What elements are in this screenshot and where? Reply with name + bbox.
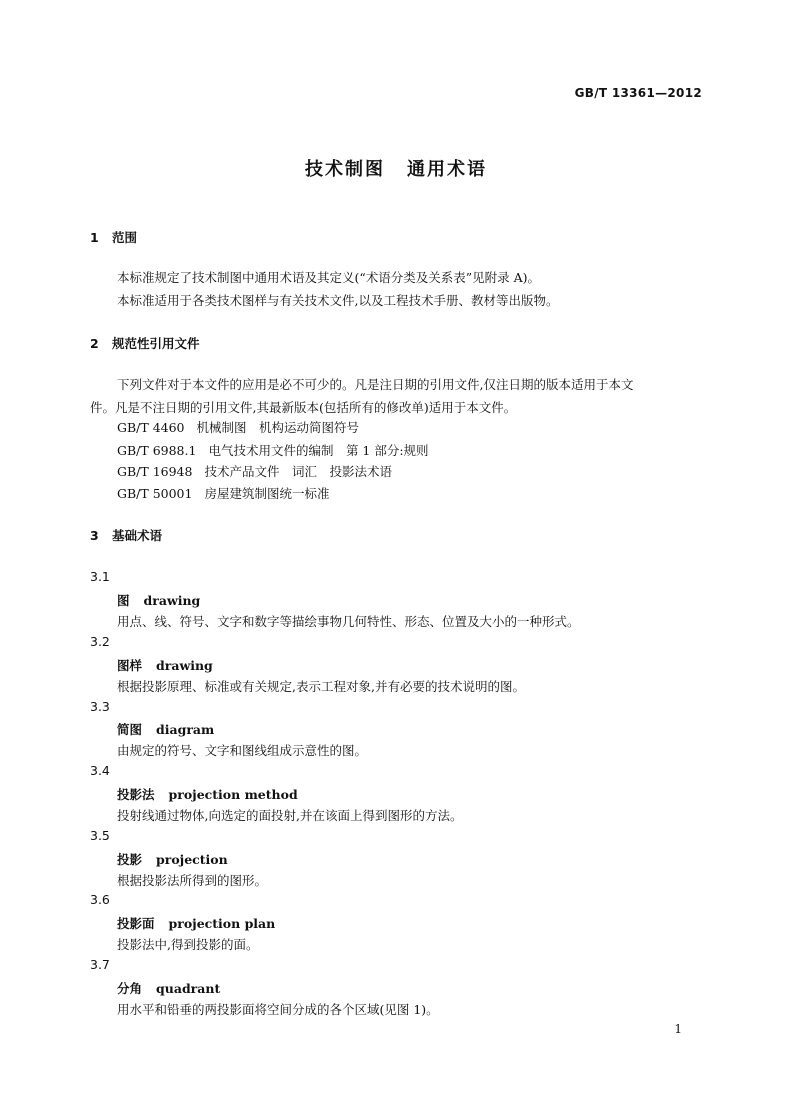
term-chinese: 分角 — [117, 981, 143, 996]
term-english: quadrant — [156, 981, 221, 996]
section-number: 3 — [90, 528, 99, 543]
term-english: drawing — [143, 593, 201, 608]
reference-name: 机械制图 机构运动简图符号 — [196, 420, 360, 435]
term-definition: 根据投影原理、标准或有关规定,表示工程对象,并有必要的技术说明的图。 — [117, 679, 525, 694]
term-name — [117, 914, 275, 932]
term-name — [117, 979, 220, 997]
title-part-2: 通用术语 — [407, 159, 487, 180]
reference-name: 房屋建筑制图统一标准 — [204, 486, 330, 501]
term-english: projection plan — [168, 916, 276, 931]
term-definition: 由规定的符号、文字和图线组成示意性的图。 — [117, 743, 368, 758]
section-title: 规范性引用文件 — [112, 336, 200, 351]
term-chinese: 图样 — [117, 658, 143, 673]
term-name — [117, 850, 228, 868]
reference-item — [117, 462, 392, 480]
term-number: 3.3 — [90, 699, 110, 714]
reference-code: GB/T 50001 — [117, 486, 193, 501]
reference-name: 技术产品文件 词汇 投影法术语 — [204, 464, 392, 479]
term-name — [117, 720, 214, 738]
section-2-heading — [90, 334, 200, 352]
term-name — [117, 785, 298, 803]
term-number: 3.4 — [90, 763, 110, 778]
reference-code: GB/T 16948 — [117, 464, 193, 479]
term-name — [117, 591, 200, 609]
term-english: projection — [156, 852, 228, 867]
term-number: 3.2 — [90, 634, 110, 649]
title-part-1: 技术制图 — [305, 159, 385, 180]
section-1-paragraph: 本标准规定了技术制图中通用术语及其定义(“术语分类及关系表”见附录 A)。 — [117, 270, 541, 285]
document-title — [0, 155, 792, 181]
term-chinese: 投影面 — [117, 916, 155, 931]
section-1-heading — [90, 228, 137, 246]
section-1-paragraph: 本标准适用于各类技术图样与有关技术文件,以及工程技术手册、教材等出版物。 — [117, 293, 559, 308]
section-title: 范围 — [112, 230, 138, 245]
reference-item — [117, 418, 359, 436]
term-number: 3.7 — [90, 957, 110, 972]
term-definition: 投影法中,得到投影的面。 — [117, 937, 259, 952]
reference-item — [117, 484, 329, 502]
section-number: 2 — [90, 336, 99, 351]
term-name — [117, 656, 213, 674]
term-chinese: 投影法 — [117, 787, 155, 802]
term-chinese: 投影 — [117, 852, 143, 867]
reference-item — [117, 441, 429, 459]
section-number: 1 — [90, 230, 99, 245]
reference-code: GB/T 4460 — [117, 420, 185, 435]
term-english: drawing — [156, 658, 213, 673]
page-number: 1 — [674, 1022, 682, 1036]
term-definition: 根据投影法所得到的图形。 — [117, 873, 268, 888]
term-english: projection method — [168, 787, 298, 802]
term-definition: 用水平和铅垂的两投影面将空间分成的各个区域(见图 1)。 — [117, 1002, 439, 1017]
section-2-intro-line: 件。凡是不注日期的引用文件,其最新版本(包括所有的修改单)适用于本文件。 — [90, 400, 517, 415]
term-number: 3.1 — [90, 569, 110, 584]
reference-code: GB/T 6988.1 — [117, 443, 197, 458]
term-number: 3.5 — [90, 828, 110, 843]
standard-code: GB/T 13361—2012 — [574, 86, 702, 100]
term-definition: 投射线通过物体,向选定的面投射,并在该面上得到图形的方法。 — [117, 808, 463, 823]
section-3-heading — [90, 526, 162, 544]
term-english: diagram — [156, 722, 215, 737]
section-title: 基础术语 — [112, 528, 163, 543]
term-chinese: 图 — [117, 593, 130, 608]
section-2-intro-line: 下列文件对于本文件的应用是必不可少的。凡是注日期的引用文件,仅注日期的版本适用于本文 — [117, 377, 634, 392]
reference-name: 电气技术用文件的编制 第 1 部分:规则 — [208, 443, 429, 458]
term-number: 3.6 — [90, 892, 110, 907]
term-chinese: 简图 — [117, 722, 143, 737]
term-definition: 用点、线、符号、文字和数字等描绘事物几何特性、形态、位置及大小的一种形式。 — [117, 614, 580, 629]
